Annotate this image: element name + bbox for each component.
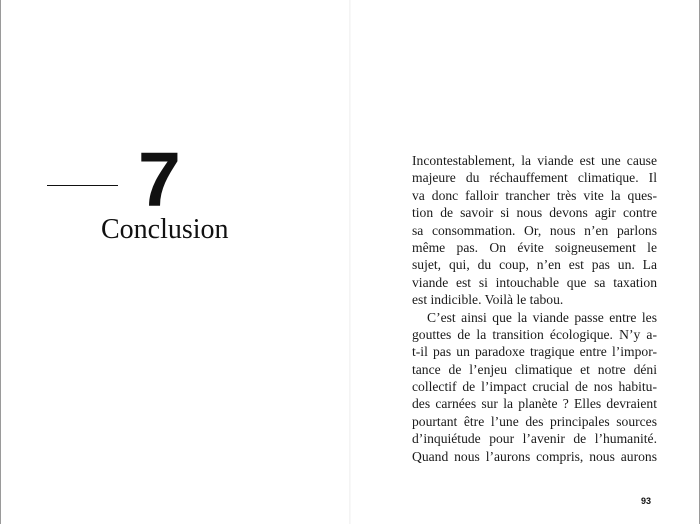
text-line: C’est ainsi que la viande passe entre les	[427, 309, 657, 325]
text-line: tion de savoir si nous devons agir contre	[412, 205, 657, 221]
text-line: collectif de l’impact crucial de nos habitu-	[412, 379, 657, 395]
text-line: sujet, qui, du coup, n’en est pas un. La	[412, 257, 657, 273]
text-line: Incontestablement, la viande est une cause	[412, 153, 657, 168]
body-text	[412, 152, 657, 465]
text-line: viande est si intouchable que sa taxation	[412, 274, 657, 290]
text-line: sa consommation. Or, nous n’en parlons	[412, 222, 657, 238]
chapter-number: 7	[138, 137, 180, 223]
text-line: va donc falloir trancher très vite la ques-	[412, 187, 657, 203]
text-line: tance de l’enjeu climatique et notre déni	[412, 361, 657, 377]
text-line: est indicible. Voilà le tabou.	[412, 292, 564, 308]
chapter-rule	[47, 185, 118, 186]
text-line: majeure du réchauffement climatique. Il	[412, 170, 657, 186]
paragraph-1	[412, 152, 657, 309]
text-line: t-il pas un paradoxe tragique entre l’impor-	[412, 344, 657, 360]
text-line: des carnées sur la planète ? Elles devraient	[412, 396, 657, 412]
page-number: 93	[641, 496, 652, 506]
text-line: Quand nous l’aurons compris, nous aurons	[412, 448, 657, 464]
paragraph-2	[412, 309, 657, 466]
text-line: d’inquiétude pour l’avenir de l’humanité.	[412, 431, 657, 447]
text-line: même pas. On évite soigneusement le	[412, 239, 657, 255]
text-line: gouttes de la transition écologique. N’y a-	[412, 326, 657, 342]
book-gutter	[349, 0, 351, 524]
page-edge-left	[0, 0, 1, 524]
text-line: pourtant être l’une des principales sources	[412, 413, 657, 429]
chapter-title: Conclusion	[101, 214, 229, 245]
